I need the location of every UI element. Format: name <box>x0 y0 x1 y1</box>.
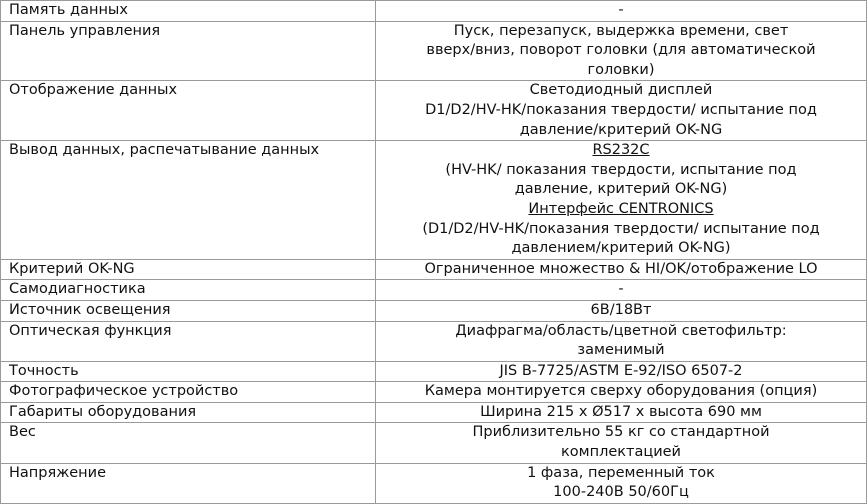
spec-value: Диафрагма/область/цветной светофильтр: заменимый <box>376 321 867 361</box>
spec-label: Оптическая функция <box>1 321 376 361</box>
spec-label: Габариты оборудования <box>1 402 376 423</box>
spec-label: Вес <box>1 423 376 463</box>
table-row <box>1 81 867 141</box>
table-row <box>1 382 867 403</box>
table-row <box>1 463 867 503</box>
spec-value: 6В/18Вт <box>376 300 867 321</box>
table-row <box>1 1 867 22</box>
spec-label: Точность <box>1 361 376 382</box>
spec-value: RS232C (HV-HK/ показания твердости, испытание под давление, критерий OK-NG) Интерфейс CENTRONICS (D1/D2/HV-HK/показания твердости/ испытание под давлением/критерий OK-NG) <box>376 141 867 260</box>
spec-label: Отображение данных <box>1 81 376 141</box>
table-row <box>1 141 867 260</box>
spec-value: Камера монтируется сверху оборудования (опция) <box>376 382 867 403</box>
table-row <box>1 259 867 280</box>
spec-label: Источник освещения <box>1 300 376 321</box>
spec-value: Приблизительно 55 кг со стандартной комплектацией <box>376 423 867 463</box>
spec-label: Панель управления <box>1 21 376 81</box>
spec-value: 1 фаза, переменный ток 100-240В 50/60Гц <box>376 463 867 503</box>
spec-value: JIS B-7725/ASTM E-92/ISO 6507-2 <box>376 361 867 382</box>
spec-value: Светодиодный дисплей D1/D2/HV-HK/показания твердости/ испытание под давление/критерий OK-NG <box>376 81 867 141</box>
spec-value: Ширина 215 x Ø517 x высота 690 мм <box>376 402 867 423</box>
spec-label: Самодиагностика <box>1 280 376 301</box>
table-row <box>1 402 867 423</box>
spec-label: Фотографическое устройство <box>1 382 376 403</box>
spec-value: - <box>376 1 867 22</box>
table-row <box>1 321 867 361</box>
spec-value: Ограниченное множество & HI/OK/отображение LO <box>376 259 867 280</box>
table-row <box>1 361 867 382</box>
table-row <box>1 300 867 321</box>
table-row <box>1 21 867 81</box>
spec-label: Напряжение <box>1 463 376 503</box>
spec-label: Память данных <box>1 1 376 22</box>
spec-label: Критерий OK-NG <box>1 259 376 280</box>
table-row <box>1 423 867 463</box>
spec-value: - <box>376 280 867 301</box>
spec-label: Вывод данных, распечатывание данных <box>1 141 376 260</box>
table-row <box>1 280 867 301</box>
spec-value: Пуск, перезапуск, выдержка времени, свет вверх/вниз, поворот головки (для автоматической головки) <box>376 21 867 81</box>
